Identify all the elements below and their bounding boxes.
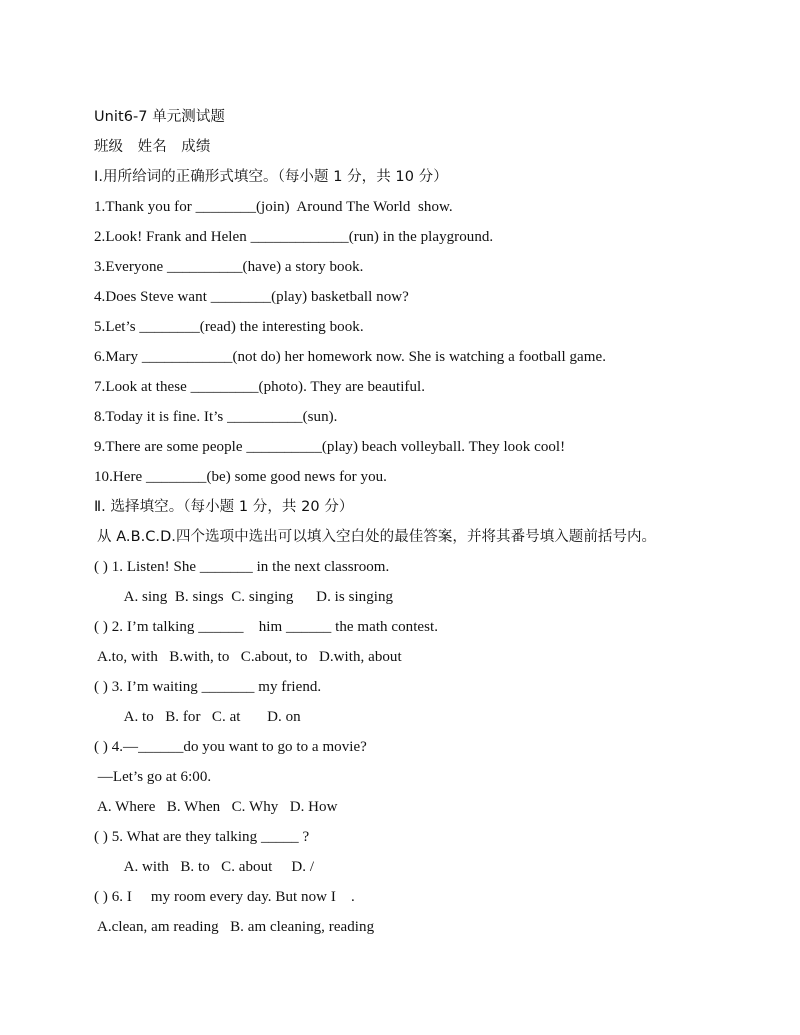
question-line: 10.Here ________(be) some good news for you. [94, 469, 387, 485]
section2-heading: Ⅱ. 选择填空。（每小题 1 分，共 20 分） [94, 499, 354, 515]
question-line: 8.Today it is fine. It’s __________(sun). [94, 409, 338, 425]
choice-options-line: A. sing B. sings C. singing D. is singing [94, 589, 394, 605]
choice-options-line: A.clean, am reading B. am cleaning, reading [94, 919, 375, 935]
question-line: 2.Look! Frank and Helen _____________(run) in the playground. [94, 229, 494, 245]
choice-question-line: ( ) 3. I’m waiting _______ my friend. [94, 679, 322, 695]
choice-question-line: ( ) 6. I my room every day. But now I . [94, 889, 355, 905]
choice-options-line: A.to, with B.with, to C.about, to D.with, about [94, 649, 402, 665]
choice-question-line: ( ) 1. Listen! She _______ in the next classroom. [94, 559, 390, 575]
choice-dialogue-line: —Let’s go at 6:00. [94, 769, 212, 785]
choice-options-line: A. to B. for C. at D. on [94, 709, 301, 725]
choice-question-line: ( ) 5. What are they talking _____ ? [94, 829, 310, 845]
question-line: 3.Everyone __________(have) a story book. [94, 259, 364, 275]
choice-options-line: A. with B. to C. about D. / [94, 859, 315, 875]
question-line: 1.Thank you for ________(join) Around The World show. [94, 199, 453, 215]
question-line: 6.Mary ____________(not do) her homework now. She is watching a football game. [94, 349, 606, 365]
question-line: 4.Does Steve want ________(play) basketball now? [94, 289, 409, 305]
choice-question-line: ( ) 2. I’m talking ______ him ______ the math contest. [94, 619, 439, 635]
question-line: 9.There are some people __________(play) beach volleyball. They look cool! [94, 439, 566, 455]
worksheet-title: Unit6-7 单元测试题 [94, 109, 225, 125]
choice-question-line: ( ) 4.—______do you want to go to a movie? [94, 739, 367, 755]
choice-options-line: A. Where B. When C. Why D. How [94, 799, 338, 815]
student-info: 班级 姓名 成绩 [94, 139, 211, 155]
question-line: 5.Let’s ________(read) the interesting book. [94, 319, 364, 335]
section2-instruction: 从 A.B.C.D.四个选项中选出可以填入空白处的最佳答案，并将其番号填入题前括号内。 [97, 529, 657, 545]
question-line: 7.Look at these _________(photo). They are beautiful. [94, 379, 426, 395]
section1-heading: Ⅰ.用所给词的正确形式填空。（每小题 1 分，共 10 分） [94, 169, 448, 185]
